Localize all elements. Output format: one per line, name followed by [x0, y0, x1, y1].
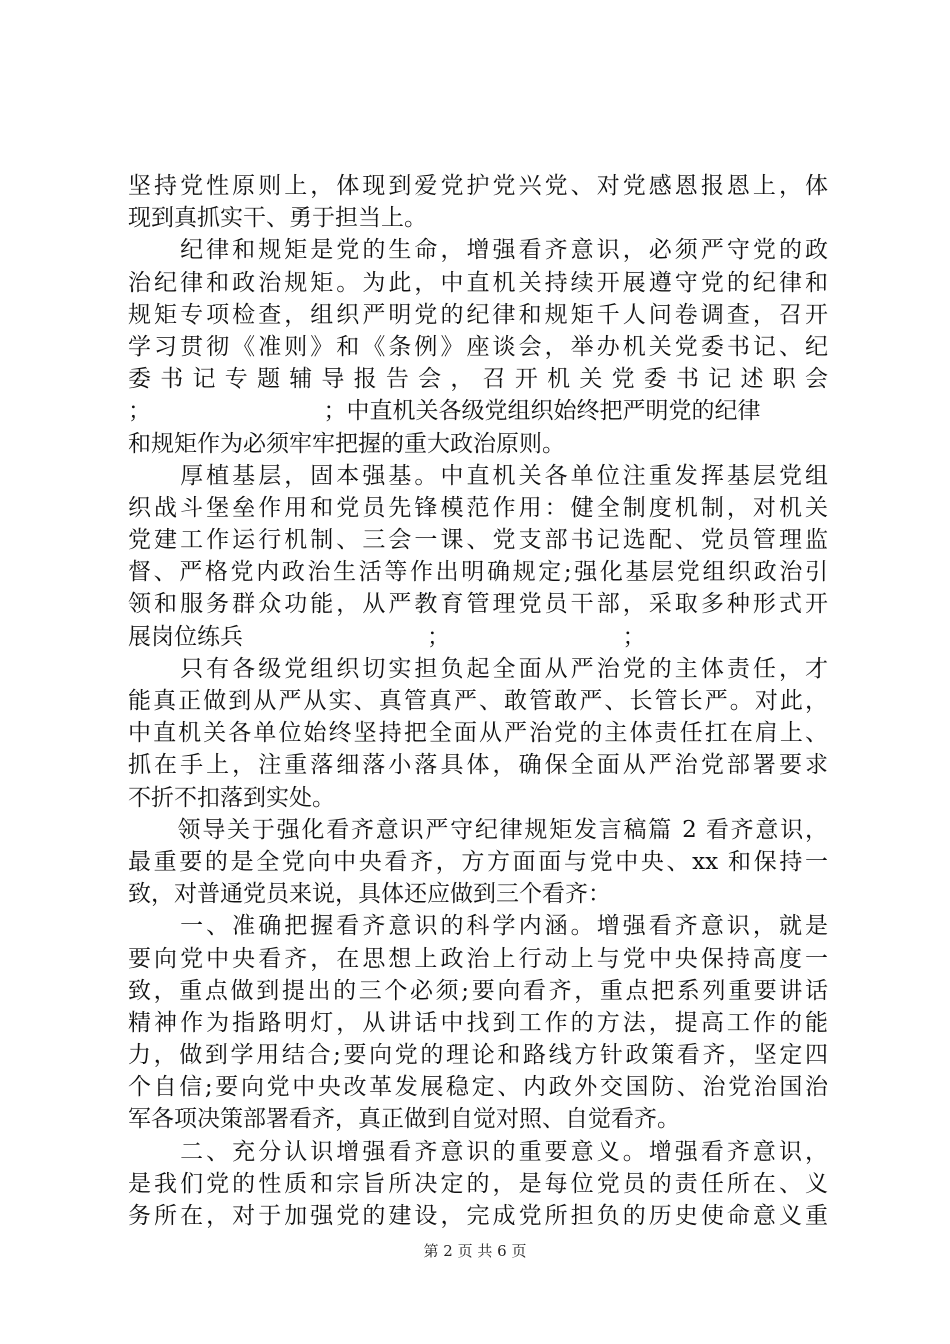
text-line: 务所在，对于加强党的建设，完成党所担负的历史使命意义重: [128, 1203, 828, 1229]
text-line: 致，重点做到提出的三个必须;要向看齐，重点把系列重要讲话: [128, 977, 828, 1004]
text-line: 党建工作运行机制、三会一课、党支部书记选配、党员管理监: [128, 527, 828, 554]
text-line: 现到真抓实干、勇于担当上。: [128, 205, 427, 232]
text-line: 领导关于强化看齐意识严守纪律规矩发言稿篇 2 看齐意识，: [128, 816, 828, 843]
text-line: 二、充分认识增强看齐意识的重要意义。增强看齐意识，: [128, 1138, 828, 1165]
text-line: 中直机关各单位始终坚持把全面从严治党的主体责任扛在肩上、: [128, 720, 828, 747]
text-line: 治纪律和政治规矩。为此，中直机关持续开展遵守党的纪律和: [128, 269, 828, 296]
text-line: 是我们党的性质和宗旨所决定的，是每位党员的责任所在、义: [128, 1170, 828, 1197]
text-line: 军各项决策部署看齐，真正做到自觉对照、自觉看齐。: [128, 1106, 680, 1133]
text-line: 规矩专项检查，组织严明党的纪律和规矩千人问卷调查，召开: [128, 301, 828, 328]
text-line: 致，对普通党员来说，具体还应做到三个看齐：: [128, 881, 611, 908]
text-line: 督、严格党内政治生活等作出明确规定;强化基层党组织政治引: [128, 559, 828, 586]
text-line: 学习贯彻《准则》和《条例》座谈会，举办机关党委书记、纪: [128, 333, 828, 360]
text-line: 领和服务群众功能，从严教育管理党员干部，采取多种形式开: [128, 591, 828, 618]
text-line: 一、准确把握看齐意识的科学内涵。增强看齐意识，就是: [128, 913, 828, 940]
text-line: 要向党中央看齐，在思想上政治上行动上与党中央保持高度一: [128, 945, 828, 972]
text-line: 坚持党性原则上，体现到爱党护党兴党、对党感恩报恩上，体: [128, 173, 828, 199]
text-line: 委书记专题辅导报告会，召开机关党委书记述职会: [128, 366, 828, 393]
text-line: 抓在手上，注重落细落小落具体，确保全面从严治党部署要求: [128, 752, 828, 779]
body-text: [128, 170, 828, 1232]
text-line: 不折不扣落到实处。: [128, 784, 335, 811]
text-line: 只有各级党组织切实担负起全面从严治党的主体责任，才: [128, 655, 828, 682]
text-line: 织战斗堡垒作用和党员先锋模范作用：健全制度机制，对机关: [128, 494, 828, 521]
page-number-footer: 第 2 页 共 6 页: [423, 1242, 527, 1260]
text-line: 能真正做到从严从实、真管真严、敢管敢严、长管长严。对此，: [128, 688, 828, 714]
text-line: 厚植基层，固本强基。中直机关各单位注重发挥基层党组: [128, 462, 828, 489]
text-line: 纪律和规矩是党的生命，增强看齐意识，必须严守党的政: [128, 237, 828, 264]
text-line: 力，做到学用结合;要向党的理论和路线方针政策看齐，坚定四: [128, 1042, 828, 1069]
text-line: 展岗位练兵 ； ；: [128, 623, 646, 650]
text-line: ； ；中直机关各级党组织始终把严明党的纪律: [128, 398, 761, 425]
text-line: 和规矩作为必须牢牢把握的重大政治原则。: [128, 430, 565, 457]
text-line: 个自信;要向党中央改革发展稳定、内政外交国防、治党治国治: [128, 1074, 828, 1101]
text-line: 最重要的是全党向中央看齐，方方面面与党中央、xx 和保持一: [128, 848, 828, 875]
text-line: 精神作为指路明灯，从讲话中找到工作的方法，提高工作的能: [128, 1009, 828, 1036]
